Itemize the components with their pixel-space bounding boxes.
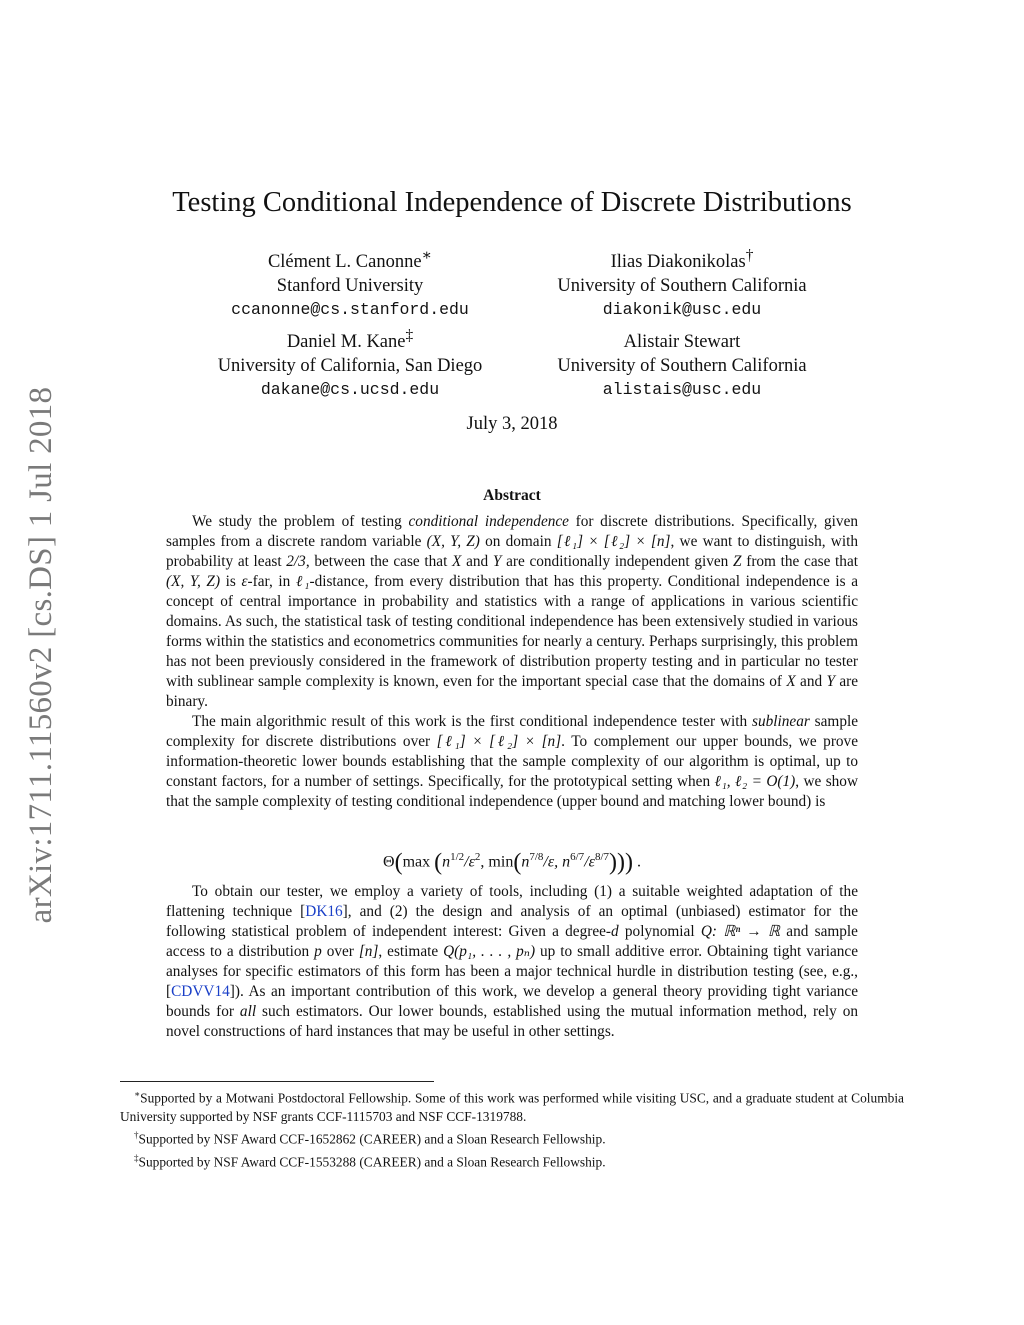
author-affiliation: University of Southern California <box>557 276 807 297</box>
author-affiliation: University of Southern California <box>557 356 807 377</box>
abstract-paragraph-1: We study the problem of testing conditional independence for discrete distributions. Specifically, given samples from a discrete random variable (X, Y, Z) on domain [ℓ₁] × [ℓ₂] × [n], we want to distinguish, with probability at least 2/3, between the case that X and Y are conditionally independent given Z from the case that (X, Y, Z) is ε-far, in ℓ₁-distance, from every distribution that has this property. Conditional independence is a concept of central importance in probability and statistics with a range of applications in various scientific domains. As such, the statistical task of testing conditional independence has been extensively studied in various forms within the statistics and econometrics communities for nearly a century. Perhaps surprisingly, this problem has not been previously considered in the framework of distribution property testing and in particular no tester with sublinear sample complexity is known, even for the important special case that the domains of X and Y are binary. <box>166 513 859 710</box>
author-email[interactable]: alistais@usc.edu <box>602 380 762 400</box>
author-block-2 <box>522 244 842 322</box>
citation-link[interactable]: DK16 <box>305 903 343 920</box>
paper-date: July 3, 2018 <box>466 414 558 434</box>
author-block-4 <box>522 324 842 402</box>
paper-title: Testing Conditional Independence of Discrete Distributions <box>172 187 852 218</box>
author-block-3 <box>190 324 510 402</box>
author-email[interactable]: ccanonne@cs.stanford.edu <box>231 300 469 320</box>
author-name: Alistair Stewart <box>623 332 741 353</box>
footnotes <box>120 1085 904 1172</box>
complexity-formula: Θ(max ($n^{1/2}/\varepsilon^2$, $\min(n^{7/8}/\varepsilon$, $n^{6/7}/\varepsilon^{8/7}$))) . <box>383 849 641 876</box>
abstract-paragraph-3: To obtain our tester, we employ a variety of tools, including (1) a suitable weighted adaptation of the flattening technique [DK16], and (2) the design and analysis of an optimal (unbiased) estimator for the following statistical problem of independent interest: Given a degree-d polynomial Q: ℝⁿ → ℝ and sample access to a distribution p over [n], estimate Q(p₁, . . . , pₙ) up to small additive error. Obtaining tight variance analyses for specific estimators of this form has been a major technical hurdle in distribution testing (see, e.g., [CDVV14]). As an important contribution of this work, we develop a general theory providing tight variance bounds for all such estimators. Our lower bounds, established using the mutual information method, rely on novel constructions of hard instances that may be useful in other settings. <box>166 883 858 1040</box>
author-name: Ilias Diakonikolas† <box>610 247 754 273</box>
citation-link[interactable]: CDVV14 <box>171 983 230 1000</box>
footnote-rule <box>120 1081 434 1082</box>
author-name: Clément L. Canonne∗ <box>267 247 433 273</box>
footnote: ∗Supported by a Motwani Postdoctoral Fellowship. Some of this work was performed while visiting USC, and a graduate student at Columbia University supported by NSF grants CCF-1115703 and NSF CCF-1319788. <box>120 1089 904 1124</box>
author-email[interactable]: dakane@cs.ucsd.edu <box>260 380 440 400</box>
author-email[interactable]: diakonik@usc.edu <box>602 300 762 320</box>
abstract-heading: Abstract <box>483 487 541 504</box>
arxiv-stamp: arXiv:1711.11560v2 [cs.DS] 1 Jul 2018 <box>23 386 59 924</box>
footnote: †Supported by NSF Award CCF-1652862 (CAREER) and a Sloan Research Fellowship. <box>134 1130 606 1147</box>
author-affiliation: Stanford University <box>276 276 424 297</box>
author-block-1 <box>190 244 510 322</box>
footnote: ‡Supported by NSF Award CCF-1553288 (CAREER) and a Sloan Research Fellowship. <box>134 1153 606 1170</box>
abstract-paragraph-2: The main algorithmic result of this work is the first conditional independence tester with sublinear sample complexity for discrete distributions over [ℓ₁] × [ℓ₂] × [n]. To complement our upper bounds, we prove information-theoretic lower bounds establishing that the sample complexity of our algorithm is optimal, up to constant factors, for a number of settings. Specifically, for the prototypical setting when ℓ₁, ℓ₂ = O(1), we show that the sample complexity of testing conditional independence (upper bound and matching lower bound) is <box>166 713 859 810</box>
author-name: Daniel M. Kane‡ <box>286 327 414 353</box>
author-affiliation: University of California, San Diego <box>217 356 483 377</box>
